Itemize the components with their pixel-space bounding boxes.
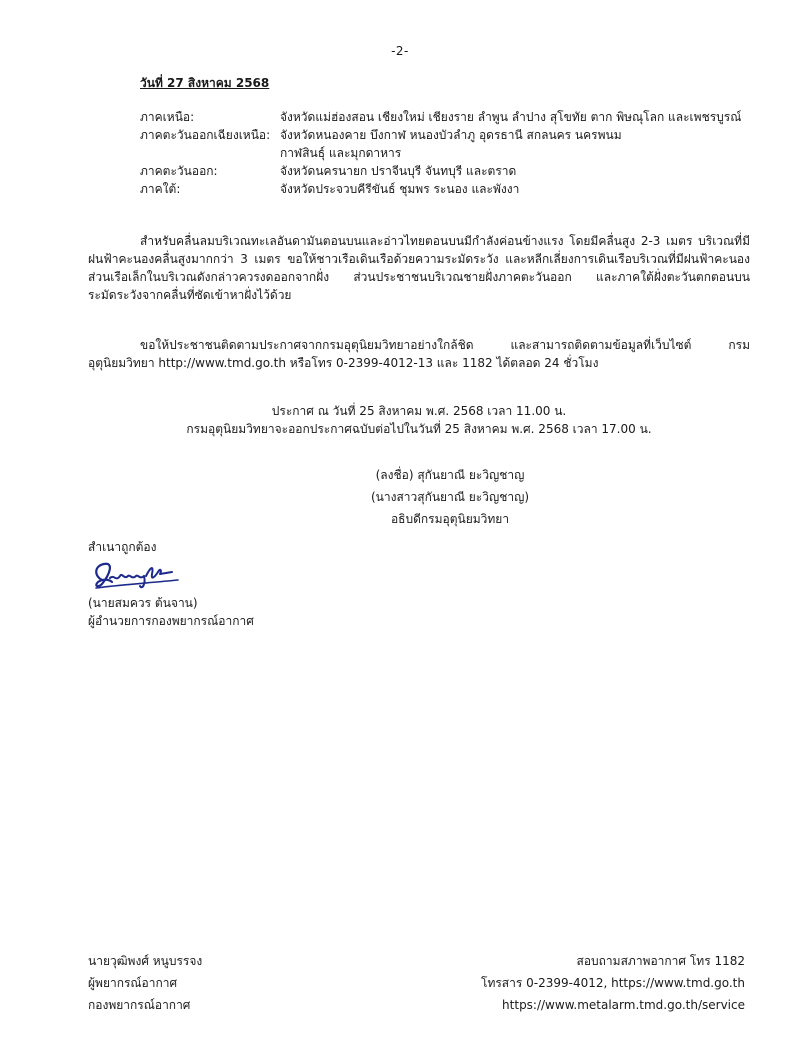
forecaster-footer — [88, 950, 202, 1016]
certified-title: ผู้อำนวยการกองพยากรณ์อากาศ — [88, 614, 254, 628]
region-row-south — [140, 180, 760, 198]
region-list — [140, 108, 760, 198]
wave-warning-paragraph: สำหรับคลื่นลมบริเวณทะเลอันดามันตอนบนและอ่าวไทยตอนบนมีกำลังค่อนข้างแรง โดยมีคลื่นสูง 2-3 เมตร บริเวณที่มีฝนฟ้าคะนองคลื่นสูงมากกว่า 3 เมตร ขอให้ชาวเรือเดินเรือด้วยความระมัดระวัง และหลีกเลี่ยงการเดินเรือบริเวณที่มีฝนฟ้าคะนอง ส่วนเรือเล็กในบริเวณดังกล่าวควรงดออกจากฝั่ง ส่วนประชาชนบริเวณชายฝั่งภาคตะวันออก และภาคใต้ฝั่งตะวันตกตอนบน ระมัดระวังจากคลื่นที่ซัดเข้าหาฝั่งไว้ด้วย — [88, 234, 750, 302]
region-row-northeast — [140, 126, 760, 162]
region-provinces — [280, 162, 760, 180]
signer-name: (นางสาวสุกันยาณี ยะวิญชาญ) — [370, 490, 530, 504]
region-row-east — [140, 162, 760, 180]
province-line: จังหวัดนครนายก ปราจีนบุรี จันทบุรี และตราด — [280, 164, 517, 178]
certified-label: สำเนาถูกต้อง — [88, 540, 157, 554]
region-name: ภาคตะวันออกเฉียงเหนือ: — [140, 128, 271, 142]
forecaster-name: นายวุฒิพงศ์ หนูบรรจง — [88, 954, 203, 968]
province-line: กาฬสินธุ์ และมุกดาหาร — [280, 146, 402, 160]
region-name: ภาคตะวันออก: — [140, 164, 218, 178]
signer-title: อธิบดีกรมอุตุนิยมวิทยา — [390, 512, 510, 526]
follow-updates-paragraph: ขอให้ประชาชนติดตามประกาศจากกรมอุตุนิยมวิทยาอย่างใกล้ชิด และสามารถติดตามข้อมูลที่เว็บไซต์ กรมอุตุนิยมวิทยา http://www.tmd.go.th หรือโทร 0-2399-4012-13 และ 1182 ได้ตลอด 24 ชั่วโมง — [88, 338, 750, 370]
province-line: จังหวัดหนองคาย บึงกาฬ หนองบัวลำภู อุดรธานี สกลนคร นครพนม — [280, 128, 622, 142]
handwritten-signature — [88, 558, 188, 592]
signer-signed: (ลงชื่อ) สุกันยาณี ยะวิญชาญ — [375, 468, 525, 482]
page-number: -2- — [391, 44, 409, 58]
certified-name: (นายสมควร ต้นจาน) — [88, 596, 198, 610]
contact-fax-website: โทรสาร 0-2399-4012, https://www.tmd.go.th — [481, 976, 745, 990]
province-line: จังหวัดแม่ฮ่องสอน เชียงใหม่ เชียงราย ลำพูน ลำปาง สุโขทัย ตาก พิษณุโลก และเพชรบูรณ์ — [280, 110, 742, 124]
region-provinces — [280, 108, 760, 126]
contact-service-url: https://www.metalarm.tmd.go.th/service — [502, 998, 745, 1012]
contact-footer — [481, 950, 745, 1016]
signer-block — [300, 464, 600, 530]
forecaster-division: กองพยากรณ์อากาศ — [88, 998, 191, 1012]
announcement-time: ประกาศ ณ วันที่ 25 สิงหาคม พ.ศ. 2568 เวลา 11.00 น. — [271, 404, 567, 418]
region-name: ภาคเหนือ: — [140, 110, 195, 124]
next-announcement: กรมอุตุนิยมวิทยาจะออกประกาศฉบับต่อไปในวันที่ 25 สิงหาคม พ.ศ. 2568 เวลา 17.00 น. — [186, 422, 652, 436]
certified-copy-block — [88, 538, 254, 630]
region-row-north — [140, 108, 760, 126]
region-provinces — [280, 126, 760, 162]
contact-hotline: สอบถามสภาพอากาศ โทร 1182 — [576, 954, 745, 968]
province-line: จังหวัดประจวบคีรีขันธ์ ชุมพร ระนอง และพังงา — [280, 182, 520, 196]
announcement-block — [88, 402, 750, 438]
region-name: ภาคใต้: — [140, 182, 181, 196]
forecaster-role: ผู้พยากรณ์อากาศ — [88, 976, 178, 990]
date-heading: วันที่ 27 สิงหาคม 2568 — [140, 76, 270, 90]
region-provinces — [280, 180, 760, 198]
